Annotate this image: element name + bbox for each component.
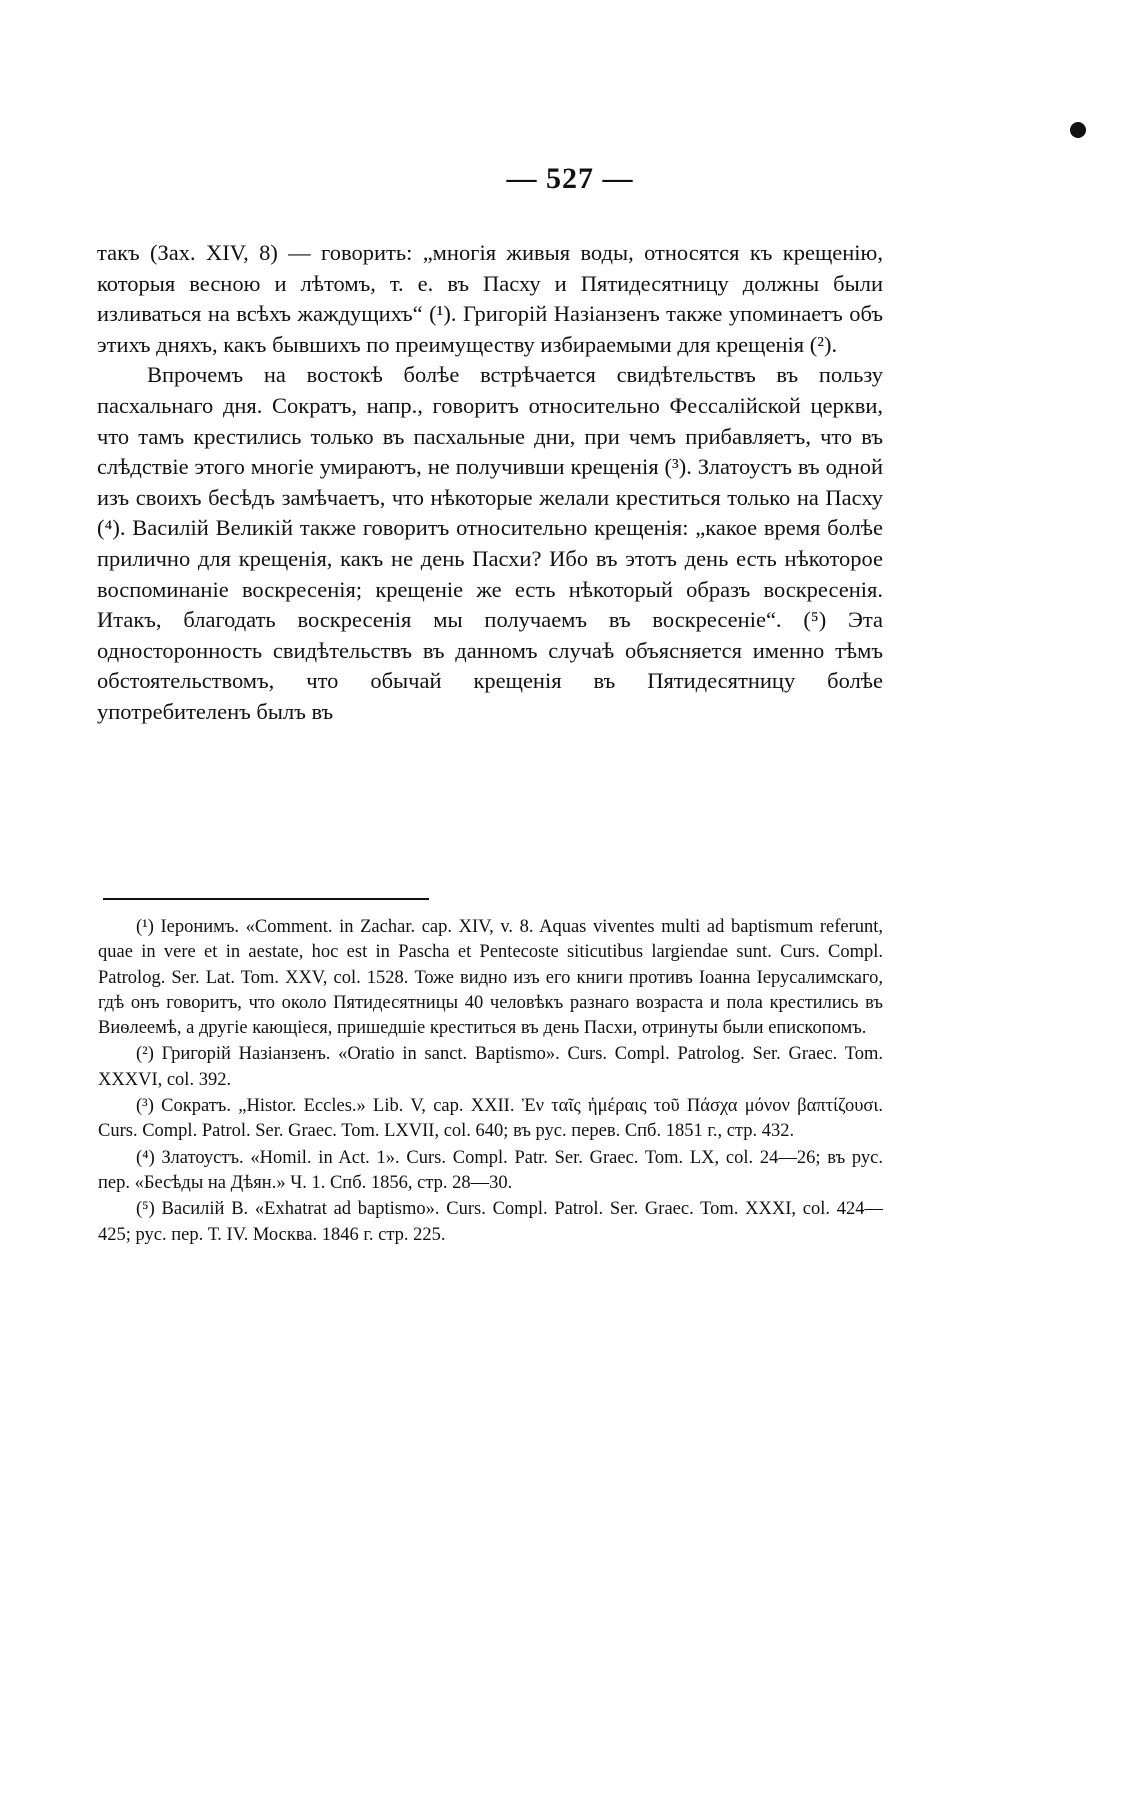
footnotes [98,915,883,1248]
body-text [97,238,883,728]
footnote-divider [103,898,429,900]
footnote-3: (³) Сократъ. „Histor. Eccles.» Lib. V, cap. XXII. Ἐν ταῖς ἡμέραις τοῦ Πάσχα μόνον βαπτίζουσι. Curs. Compl. Patrol. Ser. Graec. Tom. LXVII, col. 640; въ рус. перев. Спб. 1851 г., стр. 432. [98,1096,883,1142]
body-paragraph-1: такъ (Зах. XIV, 8) — говорить: „многія живыя воды, относятся къ крещенію, которыя весною и лѣтомъ, т. е. въ Пасху и Пятидесятницу должны были изливаться на всѣхъ жаждущихъ“ (¹). Григорій Назіанзенъ также упоминаетъ объ этихъ дняхъ, какъ бывшихъ по преимуществу избираемыми для крещенія (²). [97,240,883,357]
ink-dot [1070,122,1086,138]
page-number: — 527 — [506,162,634,195]
footnote-4: (⁴) Златоустъ. «Homil. in Act. 1». Curs. Compl. Patr. Ser. Graec. Tom. LX, col. 24—26; въ рус. пер. «Бесѣды на Дѣян.» Ч. 1. Спб. 1856, стр. 28—30. [98,1147,883,1193]
footnote-2: (²) Григорій Назіанзенъ. «Oratio in sanct. Baptismo». Curs. Compl. Patrolog. Ser. Graec. Tom. XXXVI, col. 392. [98,1044,883,1090]
footnote-5: (⁵) Василій В. «Exhatrat ad baptismo». Curs. Compl. Patrol. Ser. Graec. Tom. XXXI, col. 424—425; рус. пер. Т. IV. Москва. 1846 г. стр. 225. [98,1199,883,1245]
body-paragraph-2: Впрочемъ на востокѣ болѣе встрѣчается свидѣтельствъ въ пользу пасхальнаго дня. Сократъ, напр., говоритъ относительно Фессалійской церкви, что тамъ крестились только въ пасхальные дни, при чемъ прибавляетъ, что въ слѣдствіе этого многіе умираютъ, не получивши крещенія (³). Златоустъ въ одной изъ своихъ бесѣдъ замѣчаетъ, что нѣкоторые желали креститься только на Пасху (⁴). Василій Великій также говоритъ относительно крещенія: „какое время болѣе прилично для крещенія, какъ не день Пасхи? Ибо въ этотъ день есть нѣкоторое воспоминаніе воскресенія; крещеніе же есть нѣкоторый образъ воскресенія. Итакъ, благодать воскресенія мы получаемъ въ воскресеніе“. (⁵) Эта односторонность свидѣтельствъ въ данномъ случаѣ объясняется именно тѣмъ обстоятельствомъ, что обычай крещенія въ Пятидесятницу болѣе употребителенъ былъ въ [97,362,883,724]
footnote-1: (¹) Іеронимъ. «Comment. in Zachar. cap. XIV, v. 8. Aquas viventes multi ad baptismum referunt, quae in vere et in aestate, hoc est in Pascha et Pentecoste siticutibus largiendae sunt. Curs. Compl. Patrolog. Ser. Lat. Tom. XXV, col. 1528. Тоже видно изъ его книги противъ Іоанна Іерусалимскаго, гдѣ онъ говоритъ, что около Пятидесятницы 40 человѣкъ разнаго возраста и пола крестились въ Виѳлеемѣ, а другіе кающіеся, пришедшіе креститься въ день Пасхи, отринуты были епископомъ. [98,917,883,1039]
